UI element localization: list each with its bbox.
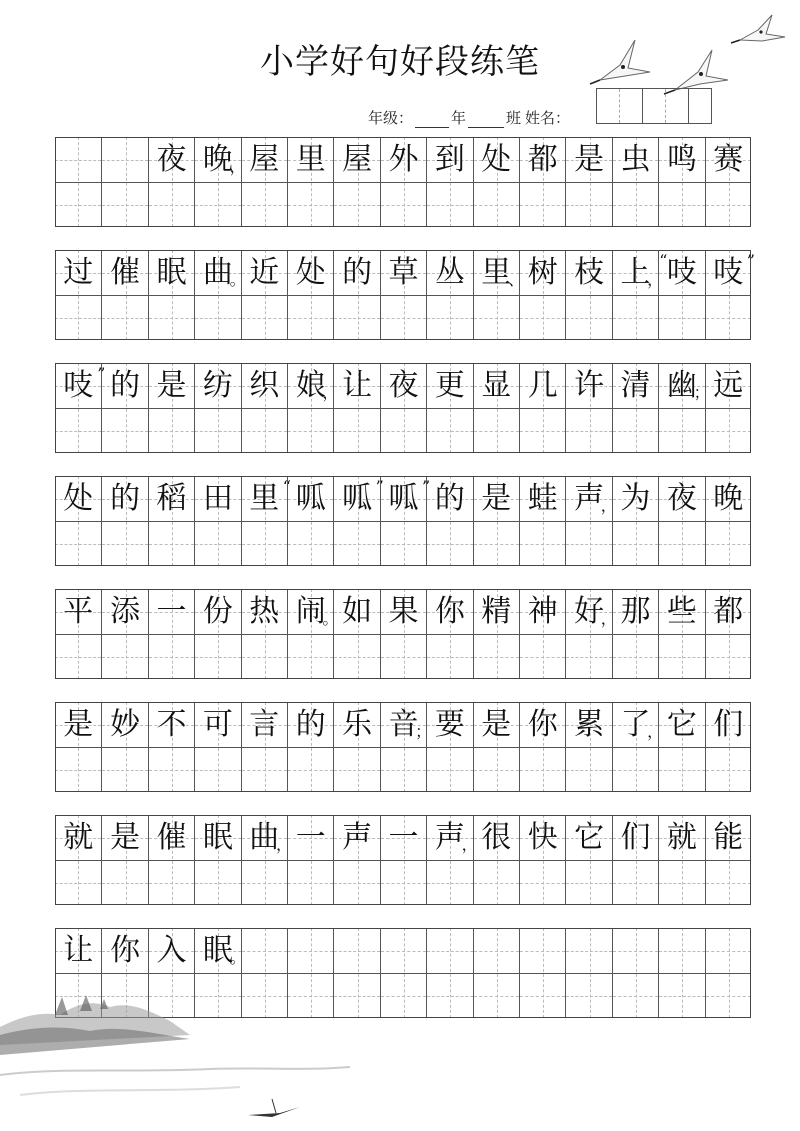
grid-character: 一 [295,820,326,855]
grid-character [334,928,379,973]
grid-character: 精 [481,594,512,629]
grid-character: 催 [110,255,141,290]
grid-cell[interactable] [519,589,565,679]
grid-character: 妙 [110,707,141,742]
grid-cell[interactable] [658,702,704,792]
grid-cell[interactable] [565,363,611,453]
grid-cell[interactable] [612,476,658,566]
grid-cell[interactable] [148,476,194,566]
grid-cell[interactable] [194,702,240,792]
grid-character: 呱 [295,481,326,516]
name-label: 姓名： [525,109,571,127]
grid-cell[interactable] [705,928,751,1018]
punctuation-mark: ， [461,835,478,854]
punctuation-mark: “ [282,477,291,496]
grid-character: 屋 [342,142,373,177]
grid-row [55,250,755,340]
grid-cell[interactable] [473,363,519,453]
grid-character: 闹 [295,594,326,629]
grid-character: 的 [110,481,141,516]
punctuation-mark: 。 [229,948,246,967]
grid-character: 是 [481,707,512,742]
grid-cell[interactable] [148,363,194,453]
grid-character: 蛙 [527,481,558,516]
grid-character: 纺 [202,368,233,403]
grid-character [706,928,751,973]
grid-cell[interactable] [241,702,287,792]
grid-character: 让 [342,368,373,403]
grid-cell[interactable] [473,476,519,566]
grid-cell[interactable] [705,476,751,566]
grid-cell[interactable] [565,815,611,905]
grid-cell[interactable] [241,137,287,227]
grid-cell[interactable] [565,928,611,1018]
grid-cell[interactable] [705,363,751,453]
grid-character: 过 [63,255,94,290]
grid-character: 是 [110,820,141,855]
grid-cell[interactable] [101,363,147,453]
punctuation-mark: ” [746,251,755,270]
grid-cell[interactable] [55,250,101,340]
grid-character [288,928,333,973]
grid-character: 能 [713,820,744,855]
grid-cell[interactable] [101,589,147,679]
grid-cell[interactable] [333,137,379,227]
grid-character: 晚 [202,142,233,177]
grid-character: 声 [342,820,373,855]
grid-character: 如 [342,594,373,629]
grid-character: 你 [527,707,558,742]
punctuation-mark: ， [647,722,664,741]
grid-character: 呱 [388,481,419,516]
grid-cell[interactable] [519,476,565,566]
grid-cell[interactable] [705,250,755,340]
grid-cell[interactable] [194,250,246,340]
grid-character: 曲 [249,820,280,855]
grid-character: 你 [110,933,141,968]
grid-cell[interactable] [612,928,658,1018]
grid-cell[interactable] [519,928,565,1018]
grid-character: 虫 [620,142,651,177]
grid-cell[interactable] [658,589,704,679]
grid-cell[interactable] [148,250,194,340]
grid-character: 声 [574,481,605,516]
punctuation-mark: ” [375,477,384,496]
grid-character [427,928,472,973]
grid-cell[interactable] [519,250,565,340]
grid-character: 赛 [713,142,744,177]
grid-character: 到 [434,142,465,177]
grid-character: 的 [342,255,373,290]
grid-character: 草 [388,255,419,290]
grid-character: 是 [481,481,512,516]
grid-cell[interactable] [194,476,240,566]
grid-character: 上 [620,255,651,290]
punctuation-mark: ； [693,383,710,402]
grid-character: 就 [666,820,697,855]
grid-cell[interactable] [519,363,565,453]
grid-cell[interactable] [380,363,426,453]
grid-character: 很 [481,820,512,855]
punctuation-mark: “ [659,251,668,270]
grid-cell[interactable] [426,476,472,566]
grid-character: 吱 [666,255,697,290]
grid-row [55,363,751,453]
punctuation-mark: 、 [507,270,524,289]
grid-cell[interactable] [148,137,194,227]
grid-cell[interactable] [101,137,147,227]
grid-character: 处 [63,481,94,516]
grid-character [520,928,565,973]
grid-character: 不 [156,707,187,742]
grid-cell[interactable] [380,815,426,905]
grid-character: 枝 [574,255,605,290]
grid-character: 丛 [434,255,465,290]
grid-cell[interactable] [241,815,292,905]
grid-character: 树 [527,255,558,290]
grid-character: 几 [527,368,558,403]
grid-character: 田 [202,481,233,516]
class-label: 班 [506,109,522,127]
grid-cell[interactable] [380,476,431,566]
student-info-line [368,106,570,128]
grid-cell[interactable] [241,589,287,679]
grid-character: 鸣 [666,142,697,177]
grid-cell[interactable] [333,589,379,679]
grid-character [474,928,519,973]
punctuation-mark: ， [275,835,292,854]
punctuation-mark: ； [415,722,432,741]
crane-illustration [580,10,790,100]
grid-character: 眠 [202,933,233,968]
grid-character: 里 [481,255,512,290]
punctuation-mark: ， [229,157,246,176]
grid-cell[interactable] [287,476,333,566]
grid-row [55,476,751,566]
grid-row [55,137,751,227]
grid-cell[interactable] [287,137,333,227]
grade-label: 年级： [368,109,414,127]
grid-character: 要 [434,707,465,742]
grid-cell[interactable] [55,137,101,227]
grid-character: 让 [63,933,94,968]
grid-character: 织 [249,368,280,403]
grid-cell[interactable] [565,702,611,792]
grid-character: 平 [63,594,94,629]
grid-character: 曲 [202,255,233,290]
grid-cell[interactable] [380,928,426,1018]
year-label: 年 [451,109,467,127]
grid-cell[interactable] [473,250,524,340]
punctuation-mark: ， [647,270,664,289]
grid-character: 里 [249,481,280,516]
grid-row [55,589,751,679]
grid-cell[interactable] [333,702,379,792]
grid-character: 了 [620,707,651,742]
grid-character: 一 [388,820,419,855]
grid-cell[interactable] [473,137,519,227]
grid-cell[interactable] [333,363,379,453]
grid-cell[interactable] [612,363,658,453]
grid-character: 为 [620,481,651,516]
grid-character: 的 [295,707,326,742]
grid-character: 是 [156,368,187,403]
grade-blank[interactable] [415,111,449,128]
grid-character: 神 [527,594,558,629]
grid-character [55,137,101,182]
grid-cell[interactable] [194,137,246,227]
grid-character: 吱 [713,255,744,290]
grid-cell[interactable] [287,815,333,905]
grid-cell[interactable] [565,250,611,340]
grid-cell[interactable] [658,476,704,566]
ink-landscape-illustration [0,975,360,1131]
grid-cell[interactable] [426,250,472,340]
grid-cell[interactable] [473,928,519,1018]
grid-character: 远 [713,368,744,403]
grid-cell[interactable] [194,589,240,679]
grid-character: 你 [434,594,465,629]
grid-cell[interactable] [148,589,194,679]
grid-cell[interactable] [148,702,194,792]
grid-cell[interactable] [55,589,101,679]
grid-cell[interactable] [241,363,287,453]
grid-cell[interactable] [705,137,751,227]
grid-cell[interactable] [101,815,147,905]
grid-character: 一 [156,594,187,629]
grid-character: 稻 [156,481,187,516]
grid-character: 好 [574,594,605,629]
grid-cell[interactable] [705,815,751,905]
grid-cell[interactable] [612,815,658,905]
grid-character: 是 [574,142,605,177]
grid-character: 都 [713,594,744,629]
grid-character: 那 [620,594,651,629]
grid-cell[interactable] [101,250,147,340]
grid-cell[interactable] [565,589,617,679]
grid-cell[interactable] [658,928,704,1018]
grid-character: 它 [666,707,697,742]
grid-character: 是 [63,707,94,742]
grid-cell[interactable] [705,702,751,792]
grid-character: 的 [110,368,141,403]
grid-cell[interactable] [380,702,432,792]
grid-character: 处 [295,255,326,290]
grid-cell[interactable] [565,476,617,566]
grid-cell[interactable] [101,702,147,792]
grid-character: 言 [249,707,280,742]
grid-character: 们 [713,707,744,742]
punctuation-mark: 。 [322,609,339,628]
punctuation-mark: ” [97,364,106,383]
grid-character: 显 [481,368,512,403]
grid-cell[interactable] [612,137,658,227]
grid-character: 夜 [388,368,419,403]
grid-character: 些 [666,594,697,629]
grid-character: 都 [527,142,558,177]
grid-cell[interactable] [333,815,379,905]
grid-cell[interactable] [55,815,101,905]
grid-cell[interactable] [426,928,472,1018]
grid-cell[interactable] [194,363,240,453]
punctuation-mark: ， [322,383,339,402]
grid-character: 果 [388,594,419,629]
grid-cell[interactable] [473,815,519,905]
grid-character: 乐 [342,707,373,742]
punctuation-mark: ” [422,477,431,496]
grid-character [659,928,704,973]
grid-cell[interactable] [705,589,751,679]
grid-character: 里 [295,142,326,177]
name-boxes[interactable] [596,88,712,124]
grid-character: 清 [620,368,651,403]
grid-character: 入 [156,933,187,968]
grid-character: 声 [434,820,465,855]
grid-cell[interactable] [241,250,287,340]
grid-cell[interactable] [658,363,710,453]
grid-character: 许 [574,368,605,403]
grid-character: 添 [110,594,141,629]
punctuation-mark: ， [600,496,617,515]
grid-cell[interactable] [658,137,704,227]
grid-cell[interactable] [519,702,565,792]
grid-cell[interactable] [55,363,106,453]
grid-character: 就 [63,820,94,855]
grid-cell[interactable] [658,250,704,340]
grid-cell[interactable] [380,589,426,679]
grid-cell[interactable] [287,589,339,679]
grid-character: 的 [434,481,465,516]
grid-character: 夜 [156,142,187,177]
grid-cell[interactable] [194,815,240,905]
grid-row [55,702,751,792]
grid-cell[interactable] [333,250,379,340]
grid-cell[interactable] [55,702,101,792]
grid-cell[interactable] [333,476,384,566]
grid-character [566,928,611,973]
grid-cell[interactable] [519,815,565,905]
grid-character [242,928,287,973]
grid-character: 娘 [295,368,326,403]
punctuation-mark: 。 [229,270,246,289]
grid-row [55,815,751,905]
grid-character: 近 [249,255,280,290]
grid-cell[interactable] [519,137,565,227]
grid-character: 外 [388,142,419,177]
grid-cell[interactable] [612,702,664,792]
grid-cell[interactable] [565,137,611,227]
grid-cell[interactable] [612,250,664,340]
grid-cell[interactable] [426,363,472,453]
class-blank[interactable] [468,111,504,128]
grid-cell[interactable] [55,476,101,566]
grid-cell[interactable] [426,137,472,227]
grid-character: 份 [202,594,233,629]
grid-cell[interactable] [287,363,339,453]
grid-character: 幽 [666,368,697,403]
grid-character: 晚 [713,481,744,516]
grid-cell[interactable] [380,250,426,340]
grid-character: 呱 [342,481,373,516]
grid-character: 音 [388,707,419,742]
grid-character: 可 [202,707,233,742]
grid-cell[interactable] [473,702,519,792]
grid-character: 屋 [249,142,280,177]
grid-character: 眠 [202,820,233,855]
grid-cell[interactable] [287,250,333,340]
grid-character: 热 [249,594,280,629]
grid-cell[interactable] [101,476,147,566]
grid-character [102,137,147,182]
grid-character: 吱 [63,368,94,403]
grid-character: 累 [574,707,605,742]
grid-character: 它 [574,820,605,855]
grid-character: 眠 [156,255,187,290]
grid-character: 处 [481,142,512,177]
grid-cell[interactable] [148,815,194,905]
grid-character: 催 [156,820,187,855]
grid-character: 快 [527,820,558,855]
grid-cell[interactable] [241,476,291,566]
page-title: 小学好句好段练笔 [260,42,540,82]
grid-character: 夜 [666,481,697,516]
grid-cell[interactable] [426,815,478,905]
grid-character: 们 [620,820,651,855]
grid-cell[interactable] [658,815,704,905]
grid-character: 更 [434,368,465,403]
grid-character [381,928,426,973]
grid-cell[interactable] [612,589,658,679]
grid-cell[interactable] [426,589,472,679]
punctuation-mark: ， [600,609,617,628]
grid-cell[interactable] [426,702,472,792]
grid-cell[interactable] [380,137,426,227]
grid-cell[interactable] [287,702,333,792]
grid-cell[interactable] [473,589,519,679]
grid-character [613,928,658,973]
